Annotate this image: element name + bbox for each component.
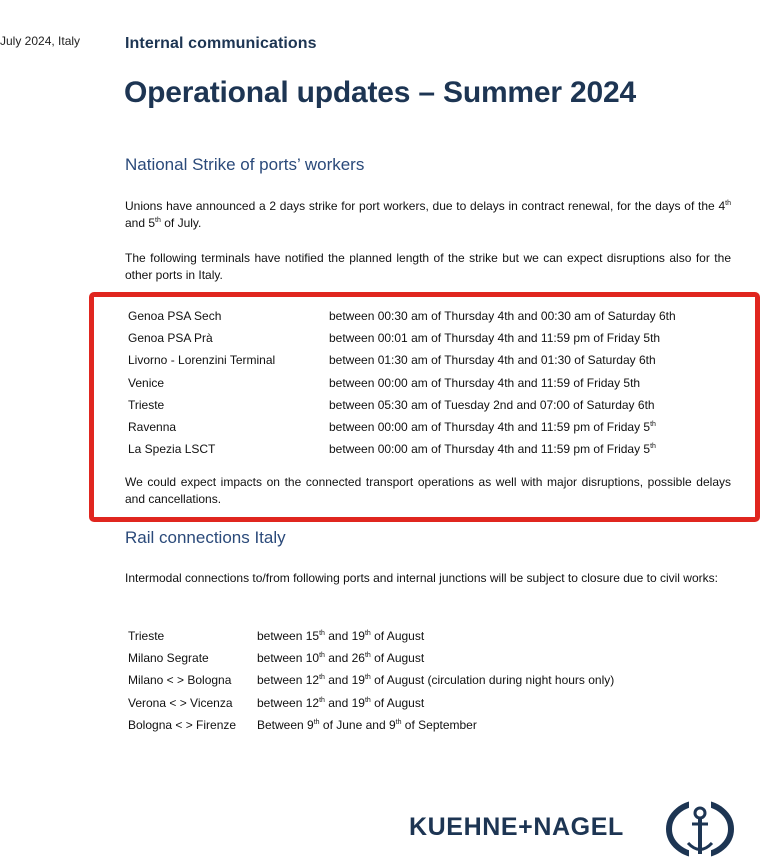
terminal-period-suffix: th bbox=[650, 443, 656, 451]
strike-intro-and: and bbox=[125, 216, 149, 230]
terminal-row bbox=[128, 441, 728, 463]
terminal-name: Venice bbox=[128, 375, 165, 390]
rail-period-suffix: th bbox=[364, 696, 371, 704]
rail-period-middle: and 19 bbox=[324, 629, 365, 643]
terminal-row bbox=[128, 308, 728, 330]
rail-period-suffix: th bbox=[319, 630, 325, 637]
terminal-period-text: between 00:01 am of Thursday 4th and 11:59 pm of Friday 5th bbox=[329, 331, 661, 346]
rail-period bbox=[257, 650, 424, 666]
terminal-period bbox=[329, 375, 640, 391]
terminal-period bbox=[329, 352, 656, 368]
rail-period-suffix: th bbox=[319, 652, 325, 660]
rail-period-end: of September bbox=[401, 717, 477, 732]
rail-period bbox=[257, 695, 424, 711]
terminal-period-text: between 00:00 am of Thursday 4th and 11:59 pm of Friday 5 bbox=[329, 419, 651, 434]
rail-route: Milano < > Bologna bbox=[128, 673, 232, 688]
strike-intro-text: Unions have announced a 2 days strike for port workers, due to delays in contract renewal, for the days of the bbox=[125, 199, 719, 213]
rail-period-suffix: th bbox=[319, 696, 325, 704]
rail-period bbox=[257, 672, 614, 688]
terminal-row bbox=[128, 375, 728, 397]
terminal-period-text: between 05:30 am of Tuesday 2nd and 07:00 of Saturday 6th bbox=[329, 397, 655, 412]
terminal-period bbox=[329, 308, 676, 324]
rail-period-end: of August bbox=[370, 629, 425, 643]
terminal-name: Genoa PSA Sech bbox=[128, 309, 222, 323]
strike-terminals-paragraph: The following terminals have notified the planned length of the strike but we can expect disruptions also for the other ports in Italy. bbox=[125, 251, 731, 282]
page-title: Operational updates – Summer 2024 bbox=[124, 76, 636, 109]
rail-row bbox=[128, 672, 728, 694]
rail-period-suffix: th bbox=[319, 674, 325, 682]
rail-row bbox=[128, 717, 728, 739]
rail-period-middle: and 19 bbox=[324, 695, 365, 710]
terminal-period bbox=[329, 419, 656, 435]
rail-period bbox=[257, 717, 477, 733]
rail-period-suffix: th bbox=[364, 630, 371, 637]
rail-route: Bologna < > Firenze bbox=[128, 717, 237, 732]
strike-day-2-suffix: th bbox=[155, 217, 161, 224]
strike-day-1-suffix: th bbox=[725, 200, 731, 207]
company-logo bbox=[409, 796, 739, 864]
terminal-list bbox=[128, 308, 728, 463]
document-kicker: Internal communications bbox=[125, 35, 317, 52]
rail-period-middle: and 26 bbox=[324, 651, 365, 666]
rail-period-suffix: th bbox=[364, 652, 371, 660]
terminal-row bbox=[128, 397, 728, 419]
rail-section-heading: Rail connections Italy bbox=[125, 528, 286, 547]
terminal-row bbox=[128, 330, 728, 352]
strike-intro-paragraph bbox=[125, 198, 731, 232]
rail-period-end: of August (circulation during night hours only) bbox=[370, 673, 615, 688]
rail-route: Verona < > Vicenza bbox=[128, 695, 233, 710]
rail-period-end: of August bbox=[370, 651, 425, 666]
terminal-name: Ravenna bbox=[128, 419, 177, 434]
terminal-row bbox=[128, 352, 728, 374]
terminal-row bbox=[128, 419, 728, 441]
terminal-period-text: between 00:30 am of Thursday 4th and 00:30 am of Saturday 6th bbox=[329, 309, 676, 323]
terminal-name: La Spezia LSCT bbox=[128, 442, 216, 457]
rail-row bbox=[128, 695, 728, 717]
rail-period-start: between 10 bbox=[257, 651, 320, 666]
terminal-period-suffix: th bbox=[650, 420, 656, 428]
terminal-period bbox=[329, 397, 655, 413]
rail-route: Trieste bbox=[128, 629, 165, 643]
rail-period bbox=[257, 628, 424, 644]
strike-intro-end: of July. bbox=[160, 216, 202, 230]
rail-row bbox=[128, 628, 728, 650]
rail-period-suffix: th bbox=[395, 718, 402, 726]
terminal-name: Livorno - Lorenzini Terminal bbox=[128, 353, 276, 368]
rail-intro-paragraph: Intermodal connections to/from following ports and internal junctions will be subject to closure due to civil works: bbox=[125, 571, 718, 585]
rail-period-start: between 15 bbox=[257, 629, 320, 643]
terminal-name: Genoa PSA Prà bbox=[128, 331, 213, 346]
rail-route: Milano Segrate bbox=[128, 651, 209, 666]
rail-closure-list bbox=[128, 628, 728, 739]
terminal-period-text: between 00:00 am of Thursday 4th and 11:59 of Friday 5th bbox=[329, 375, 641, 390]
rail-row bbox=[128, 650, 728, 672]
rail-period-start: between 12 bbox=[257, 673, 320, 688]
rail-period-start: between 12 bbox=[257, 695, 320, 710]
anchor-in-circle-icon bbox=[664, 798, 736, 860]
rail-period-end: of August bbox=[370, 695, 425, 710]
terminal-period-text: between 00:00 am of Thursday 4th and 11:59 pm of Friday 5 bbox=[329, 442, 651, 457]
rail-period-middle: and 19 bbox=[324, 673, 365, 688]
strike-day-1: 4 bbox=[718, 199, 726, 213]
terminal-name: Trieste bbox=[128, 397, 165, 412]
dateline: July 2024, Italy bbox=[0, 34, 81, 48]
strike-day-2: 5 bbox=[148, 216, 156, 230]
terminal-period-text: between 01:30 am of Thursday 4th and 01:30 of Saturday 6th bbox=[329, 353, 656, 368]
logo-wordmark: KUEHNE+NAGEL bbox=[409, 813, 624, 841]
rail-period-suffix: th bbox=[313, 718, 320, 726]
terminal-period bbox=[329, 441, 656, 457]
strike-impact-paragraph: We could expect impacts on the connected transport operations as well with major disruptions, possible delays and cancellations. bbox=[125, 475, 731, 506]
rail-period-suffix: th bbox=[364, 674, 371, 682]
strike-section-heading: National Strike of ports’ workers bbox=[125, 155, 365, 174]
rail-period-start: Between 9 bbox=[257, 717, 314, 732]
terminal-period bbox=[329, 330, 660, 346]
rail-period-middle: of June and 9 bbox=[319, 717, 396, 732]
